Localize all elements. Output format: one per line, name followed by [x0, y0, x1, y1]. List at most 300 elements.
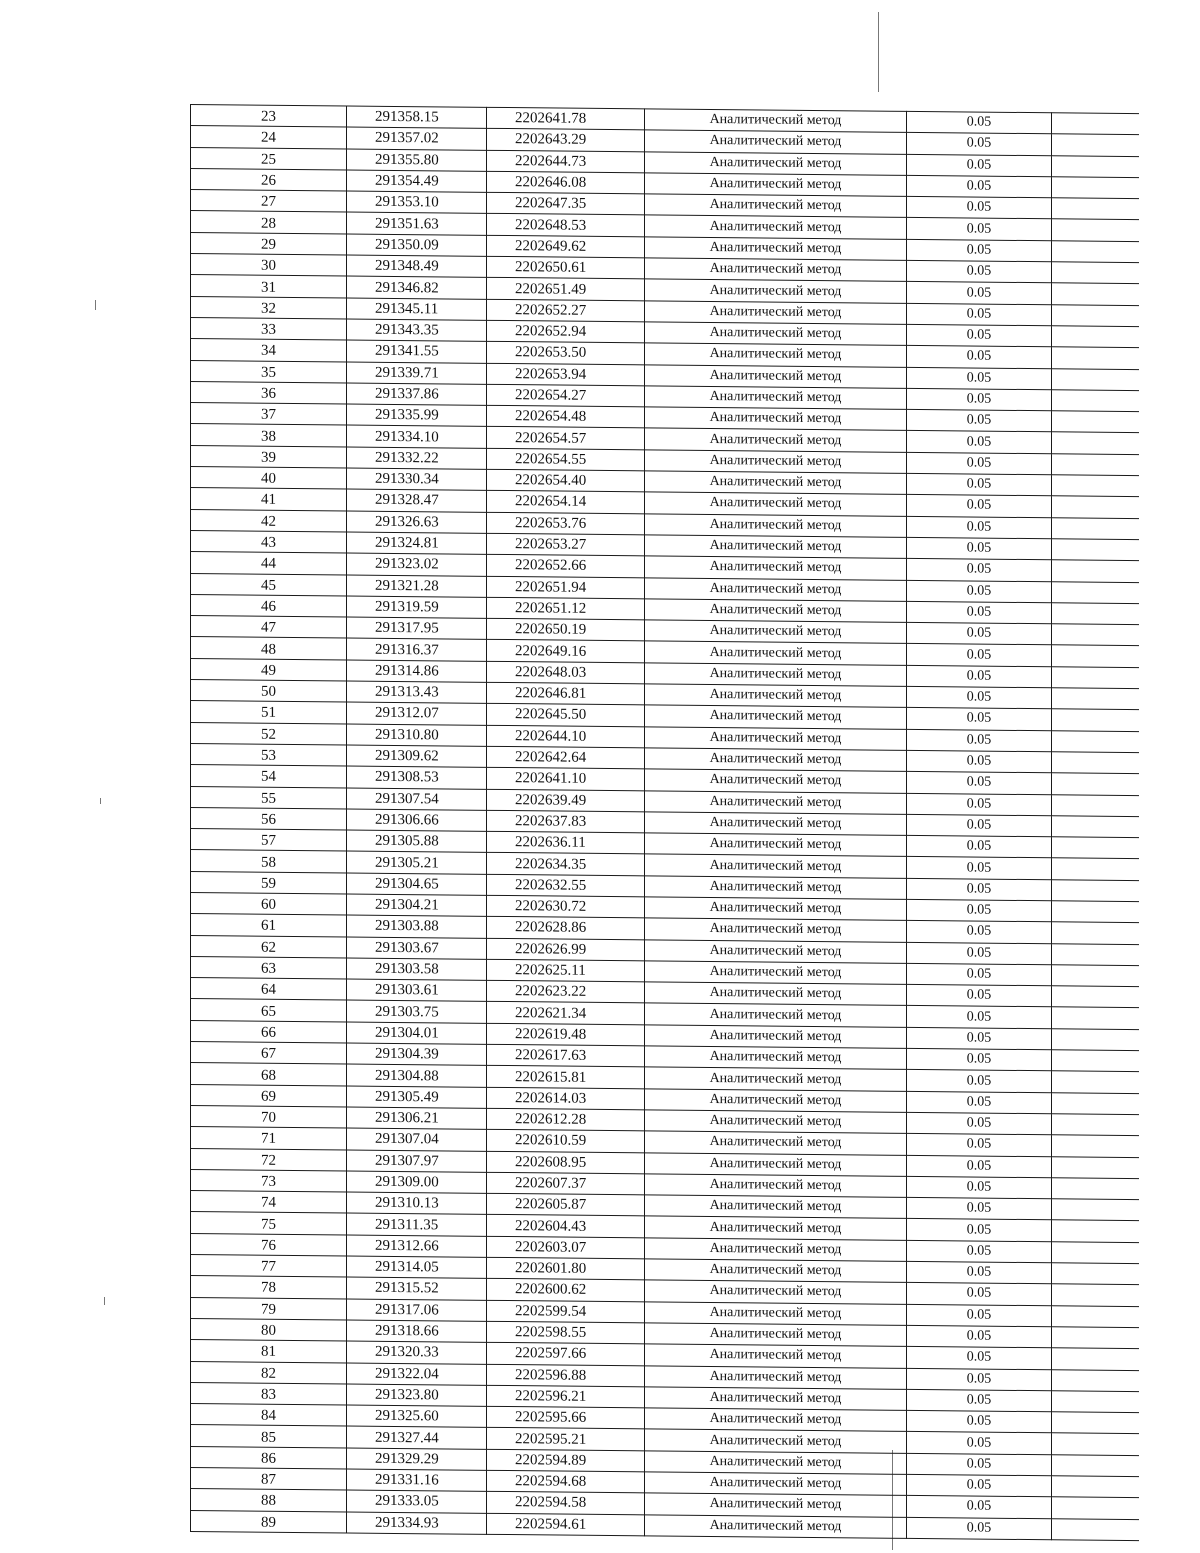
point-number-cell: 40	[191, 467, 347, 490]
method-cell: Аналитический метод	[645, 1195, 907, 1219]
x-coordinate-cell: 291315.52	[347, 1277, 487, 1300]
point-number-cell: 52	[191, 722, 347, 745]
y-coordinate-cell: 2202614.03	[487, 1087, 645, 1110]
point-number-cell: 43	[191, 530, 347, 553]
method-cell: Аналитический метод	[645, 471, 907, 495]
point-number-cell: 68	[191, 1063, 347, 1086]
method-cell: Аналитический метод	[645, 492, 907, 516]
accuracy-cell: 0.05	[907, 218, 1052, 241]
accuracy-cell: 0.05	[907, 921, 1052, 944]
y-coordinate-cell: 2202653.94	[487, 363, 645, 386]
accuracy-cell: 0.05	[907, 154, 1052, 177]
point-number-cell: 44	[191, 552, 347, 575]
accuracy-cell: 0.05	[907, 835, 1052, 858]
x-coordinate-cell: 291308.53	[347, 766, 487, 789]
method-cell: Аналитический метод	[645, 1174, 907, 1198]
x-coordinate-cell: 291307.54	[347, 788, 487, 811]
method-cell: Аналитический метод	[645, 1408, 907, 1432]
x-coordinate-cell: 291322.04	[347, 1363, 487, 1386]
empty-cell	[1052, 539, 1139, 561]
point-number-cell: 33	[191, 317, 347, 340]
accuracy-cell: 0.05	[907, 644, 1052, 667]
y-coordinate-cell: 2202607.37	[487, 1172, 645, 1195]
x-coordinate-cell: 291353.10	[347, 191, 487, 214]
x-coordinate-cell: 291309.62	[347, 745, 487, 768]
empty-cell	[1052, 475, 1139, 497]
accuracy-cell: 0.05	[907, 1325, 1052, 1348]
empty-cell	[1052, 560, 1139, 582]
method-cell: Аналитический метод	[645, 450, 907, 474]
accuracy-cell: 0.05	[907, 1027, 1052, 1050]
y-coordinate-cell: 2202599.54	[487, 1300, 645, 1323]
x-coordinate-cell: 291312.07	[347, 702, 487, 725]
point-number-cell: 81	[191, 1340, 347, 1363]
method-cell: Аналитический метод	[645, 1323, 907, 1347]
point-number-cell: 53	[191, 743, 347, 766]
x-coordinate-cell: 291305.21	[347, 851, 487, 874]
accuracy-cell: 0.05	[907, 1240, 1052, 1263]
empty-cell	[1052, 1518, 1139, 1540]
method-cell: Аналитический метод	[645, 1110, 907, 1134]
y-coordinate-cell: 2202642.64	[487, 746, 645, 769]
accuracy-cell: 0.05	[907, 1517, 1052, 1540]
x-coordinate-cell: 291305.49	[347, 1086, 487, 1109]
accuracy-cell: 0.05	[907, 772, 1052, 795]
accuracy-cell: 0.05	[907, 452, 1052, 475]
x-coordinate-cell: 291307.04	[347, 1128, 487, 1151]
empty-cell	[1052, 517, 1139, 539]
scan-mark	[878, 12, 879, 92]
x-coordinate-cell: 291309.00	[347, 1171, 487, 1194]
point-number-cell: 42	[191, 509, 347, 532]
point-number-cell: 70	[191, 1105, 347, 1128]
x-coordinate-cell: 291346.82	[347, 276, 487, 299]
point-number-cell: 78	[191, 1276, 347, 1299]
method-cell: Аналитический метод	[645, 1259, 907, 1283]
empty-cell	[1052, 262, 1139, 284]
method-cell: Аналитический метод	[645, 1387, 907, 1411]
y-coordinate-cell: 2202612.28	[487, 1108, 645, 1131]
y-coordinate-cell: 2202615.81	[487, 1066, 645, 1089]
y-coordinate-cell: 2202646.08	[487, 171, 645, 194]
empty-cell	[1052, 454, 1139, 476]
point-number-cell: 24	[191, 126, 347, 149]
y-coordinate-cell: 2202595.21	[487, 1428, 645, 1451]
empty-cell	[1052, 1454, 1139, 1476]
point-number-cell: 62	[191, 935, 347, 958]
accuracy-cell: 0.05	[907, 260, 1052, 283]
empty-cell	[1052, 1178, 1139, 1200]
method-cell: Аналитический метод	[645, 130, 907, 154]
point-number-cell: 26	[191, 168, 347, 191]
method-cell: Аналитический метод	[645, 1365, 907, 1389]
method-cell: Аналитический метод	[645, 790, 907, 814]
empty-cell	[1052, 1050, 1139, 1072]
y-coordinate-cell: 2202632.55	[487, 874, 645, 897]
method-cell: Аналитический метод	[645, 982, 907, 1006]
x-coordinate-cell: 291310.80	[347, 724, 487, 747]
point-number-cell: 35	[191, 360, 347, 383]
point-number-cell: 51	[191, 701, 347, 724]
point-number-cell: 74	[191, 1191, 347, 1214]
x-coordinate-cell: 291348.49	[347, 255, 487, 278]
accuracy-cell: 0.05	[907, 133, 1052, 156]
method-cell: Аналитический метод	[645, 386, 907, 410]
accuracy-cell: 0.05	[907, 1496, 1052, 1519]
point-number-cell: 23	[191, 105, 347, 128]
empty-cell	[1052, 922, 1139, 944]
accuracy-cell: 0.05	[907, 878, 1052, 901]
y-coordinate-cell: 2202608.95	[487, 1151, 645, 1174]
empty-cell	[1052, 943, 1139, 965]
point-number-cell: 64	[191, 978, 347, 1001]
x-coordinate-cell: 291325.60	[347, 1405, 487, 1428]
method-cell: Аналитический метод	[645, 1025, 907, 1049]
accuracy-cell: 0.05	[907, 388, 1052, 411]
x-coordinate-cell: 291354.49	[347, 170, 487, 193]
x-coordinate-cell: 291318.66	[347, 1320, 487, 1343]
empty-cell	[1052, 1412, 1139, 1434]
x-coordinate-cell: 291341.55	[347, 340, 487, 363]
y-coordinate-cell: 2202637.83	[487, 810, 645, 833]
empty-cell	[1052, 113, 1139, 135]
x-coordinate-cell: 291321.28	[347, 575, 487, 598]
x-coordinate-cell: 291355.80	[347, 149, 487, 172]
x-coordinate-cell: 291304.88	[347, 1064, 487, 1087]
x-coordinate-cell: 291304.65	[347, 873, 487, 896]
empty-cell	[1052, 1199, 1139, 1221]
y-coordinate-cell: 2202626.99	[487, 938, 645, 961]
y-coordinate-cell: 2202651.12	[487, 597, 645, 620]
point-number-cell: 54	[191, 765, 347, 788]
point-number-cell: 29	[191, 232, 347, 255]
point-number-cell: 86	[191, 1446, 347, 1469]
accuracy-cell: 0.05	[907, 793, 1052, 816]
accuracy-cell: 0.05	[907, 942, 1052, 965]
x-coordinate-cell: 291303.67	[347, 937, 487, 960]
empty-cell	[1052, 1029, 1139, 1051]
method-cell: Аналитический метод	[645, 1216, 907, 1240]
method-cell: Аналитический метод	[645, 726, 907, 750]
x-coordinate-cell: 291327.44	[347, 1426, 487, 1449]
y-coordinate-cell: 2202604.43	[487, 1215, 645, 1238]
point-number-cell: 30	[191, 254, 347, 277]
empty-cell	[1052, 1242, 1139, 1264]
point-number-cell: 57	[191, 829, 347, 852]
x-coordinate-cell: 291345.11	[347, 298, 487, 321]
x-coordinate-cell: 291331.16	[347, 1469, 487, 1492]
y-coordinate-cell: 2202649.16	[487, 640, 645, 663]
accuracy-cell: 0.05	[907, 708, 1052, 731]
empty-cell	[1052, 134, 1139, 156]
point-number-cell: 72	[191, 1148, 347, 1171]
accuracy-cell: 0.05	[907, 1091, 1052, 1114]
method-cell: Аналитический метод	[645, 1429, 907, 1453]
point-number-cell: 76	[191, 1233, 347, 1256]
method-cell: Аналитический метод	[645, 620, 907, 644]
empty-cell	[1052, 1114, 1139, 1136]
accuracy-cell: 0.05	[907, 410, 1052, 433]
x-coordinate-cell: 291339.71	[347, 362, 487, 385]
accuracy-cell: 0.05	[907, 1453, 1052, 1476]
y-coordinate-cell: 2202630.72	[487, 895, 645, 918]
method-cell: Аналитический метод	[645, 1493, 907, 1517]
accuracy-cell: 0.05	[907, 197, 1052, 220]
accuracy-cell: 0.05	[907, 111, 1052, 134]
x-coordinate-cell: 291303.61	[347, 979, 487, 1002]
accuracy-cell: 0.05	[907, 985, 1052, 1008]
y-coordinate-cell: 2202594.89	[487, 1449, 645, 1472]
point-number-cell: 84	[191, 1404, 347, 1427]
empty-cell	[1052, 645, 1139, 667]
empty-cell	[1052, 283, 1139, 305]
x-coordinate-cell: 291326.63	[347, 511, 487, 534]
x-coordinate-cell: 291303.75	[347, 1000, 487, 1023]
accuracy-cell: 0.05	[907, 175, 1052, 198]
method-cell: Аналитический метод	[645, 748, 907, 772]
method-cell: Аналитический метод	[645, 577, 907, 601]
empty-cell	[1052, 1263, 1139, 1285]
x-coordinate-cell: 291317.06	[347, 1299, 487, 1322]
coordinates-table	[190, 104, 1139, 1541]
accuracy-cell: 0.05	[907, 1198, 1052, 1221]
point-number-cell: 47	[191, 616, 347, 639]
y-coordinate-cell: 2202652.66	[487, 555, 645, 578]
y-coordinate-cell: 2202628.86	[487, 917, 645, 940]
accuracy-cell: 0.05	[907, 303, 1052, 326]
x-coordinate-cell: 291350.09	[347, 234, 487, 257]
y-coordinate-cell: 2202603.07	[487, 1236, 645, 1259]
y-coordinate-cell: 2202650.19	[487, 618, 645, 641]
accuracy-cell: 0.05	[907, 601, 1052, 624]
accuracy-cell: 0.05	[907, 1389, 1052, 1412]
method-cell: Аналитический метод	[645, 428, 907, 452]
method-cell: Аналитический метод	[645, 343, 907, 367]
point-number-cell: 48	[191, 637, 347, 660]
method-cell: Аналитический метод	[645, 663, 907, 687]
accuracy-cell: 0.05	[907, 1112, 1052, 1135]
y-coordinate-cell: 2202649.62	[487, 235, 645, 258]
x-coordinate-cell: 291311.35	[347, 1213, 487, 1236]
y-coordinate-cell: 2202636.11	[487, 831, 645, 854]
point-number-cell: 50	[191, 680, 347, 703]
method-cell: Аналитический метод	[645, 1472, 907, 1496]
y-coordinate-cell: 2202643.29	[487, 129, 645, 152]
y-coordinate-cell: 2202654.48	[487, 406, 645, 429]
method-cell: Аналитический метод	[645, 258, 907, 282]
point-number-cell: 31	[191, 275, 347, 298]
method-cell: Аналитический метод	[645, 109, 907, 133]
x-coordinate-cell: 291334.10	[347, 425, 487, 448]
method-cell: Аналитический метод	[645, 918, 907, 942]
x-coordinate-cell: 291323.80	[347, 1384, 487, 1407]
x-coordinate-cell: 291330.34	[347, 468, 487, 491]
empty-cell	[1052, 1071, 1139, 1093]
accuracy-cell: 0.05	[907, 1347, 1052, 1370]
x-coordinate-cell: 291304.21	[347, 894, 487, 917]
empty-cell	[1052, 1497, 1139, 1519]
y-coordinate-cell: 2202644.10	[487, 725, 645, 748]
method-cell: Аналитический метод	[645, 961, 907, 985]
method-cell: Аналитический метод	[645, 556, 907, 580]
point-number-cell: 65	[191, 999, 347, 1022]
empty-cell	[1052, 347, 1139, 369]
method-cell: Аналитический метод	[645, 514, 907, 538]
y-coordinate-cell: 2202625.11	[487, 959, 645, 982]
point-number-cell: 32	[191, 296, 347, 319]
empty-cell	[1052, 1327, 1139, 1349]
empty-cell	[1052, 603, 1139, 625]
accuracy-cell: 0.05	[907, 559, 1052, 582]
x-coordinate-cell: 291306.66	[347, 809, 487, 832]
point-number-cell: 39	[191, 445, 347, 468]
accuracy-cell: 0.05	[907, 857, 1052, 880]
method-cell: Аналитический метод	[645, 1280, 907, 1304]
accuracy-cell: 0.05	[907, 367, 1052, 390]
method-cell: Аналитический метод	[645, 407, 907, 431]
method-cell: Аналитический метод	[645, 1451, 907, 1475]
y-coordinate-cell: 2202641.78	[487, 107, 645, 130]
point-number-cell: 85	[191, 1425, 347, 1448]
accuracy-cell: 0.05	[907, 1410, 1052, 1433]
accuracy-cell: 0.05	[907, 346, 1052, 369]
y-coordinate-cell: 2202644.73	[487, 150, 645, 173]
accuracy-cell: 0.05	[907, 1219, 1052, 1242]
y-coordinate-cell: 2202654.40	[487, 469, 645, 492]
empty-cell	[1052, 390, 1139, 412]
y-coordinate-cell: 2202654.14	[487, 491, 645, 514]
method-cell: Аналитический метод	[645, 1046, 907, 1070]
accuracy-cell: 0.05	[907, 686, 1052, 709]
y-coordinate-cell: 2202654.27	[487, 384, 645, 407]
method-cell: Аналитический метод	[645, 535, 907, 559]
point-number-cell: 63	[191, 956, 347, 979]
y-coordinate-cell: 2202621.34	[487, 1002, 645, 1025]
x-coordinate-cell: 291335.99	[347, 404, 487, 427]
empty-cell	[1052, 730, 1139, 752]
accuracy-cell: 0.05	[907, 239, 1052, 262]
empty-cell	[1052, 858, 1139, 880]
x-coordinate-cell: 291312.66	[347, 1235, 487, 1258]
y-coordinate-cell: 2202605.87	[487, 1193, 645, 1216]
x-coordinate-cell: 291334.93	[347, 1512, 487, 1535]
method-cell: Аналитический метод	[645, 301, 907, 325]
y-coordinate-cell: 2202654.57	[487, 427, 645, 450]
accuracy-cell: 0.05	[907, 814, 1052, 837]
point-number-cell: 61	[191, 914, 347, 937]
y-coordinate-cell: 2202610.59	[487, 1130, 645, 1153]
accuracy-cell: 0.05	[907, 282, 1052, 305]
point-number-cell: 58	[191, 850, 347, 873]
empty-cell	[1052, 496, 1139, 518]
y-coordinate-cell: 2202600.62	[487, 1279, 645, 1302]
empty-cell	[1052, 177, 1139, 199]
method-cell: Аналитический метод	[645, 1067, 907, 1091]
y-coordinate-cell: 2202617.63	[487, 1044, 645, 1067]
empty-cell	[1052, 1220, 1139, 1242]
y-coordinate-cell: 2202647.35	[487, 193, 645, 216]
x-coordinate-cell: 291317.95	[347, 617, 487, 640]
x-coordinate-cell: 291306.21	[347, 1107, 487, 1130]
empty-cell	[1052, 901, 1139, 923]
y-coordinate-cell: 2202653.27	[487, 533, 645, 556]
x-coordinate-cell: 291328.47	[347, 489, 487, 512]
x-coordinate-cell: 291305.88	[347, 830, 487, 853]
y-coordinate-cell: 2202594.58	[487, 1492, 645, 1515]
y-coordinate-cell: 2202598.55	[487, 1321, 645, 1344]
method-cell: Аналитический метод	[645, 1089, 907, 1113]
empty-cell	[1052, 241, 1139, 263]
method-cell: Аналитический метод	[645, 1152, 907, 1176]
accuracy-cell: 0.05	[907, 537, 1052, 560]
scan-mark	[104, 1297, 105, 1305]
method-cell: Аналитический метод	[645, 833, 907, 857]
method-cell: Аналитический метод	[645, 1131, 907, 1155]
accuracy-cell: 0.05	[907, 963, 1052, 986]
y-coordinate-cell: 2202594.68	[487, 1470, 645, 1493]
accuracy-cell: 0.05	[907, 729, 1052, 752]
x-coordinate-cell: 291303.88	[347, 915, 487, 938]
point-number-cell: 88	[191, 1489, 347, 1512]
empty-cell	[1052, 1391, 1139, 1413]
empty-cell	[1052, 1007, 1139, 1029]
x-coordinate-cell: 291307.97	[347, 1150, 487, 1173]
point-number-cell: 28	[191, 211, 347, 234]
method-cell: Аналитический метод	[645, 173, 907, 197]
x-coordinate-cell: 291314.86	[347, 660, 487, 683]
empty-cell	[1052, 1433, 1139, 1455]
x-coordinate-cell: 291323.02	[347, 553, 487, 576]
x-coordinate-cell: 291319.59	[347, 596, 487, 619]
empty-cell	[1052, 624, 1139, 646]
accuracy-cell: 0.05	[907, 623, 1052, 646]
x-coordinate-cell: 291313.43	[347, 681, 487, 704]
y-coordinate-cell: 2202652.27	[487, 299, 645, 322]
accuracy-cell: 0.05	[907, 1304, 1052, 1327]
method-cell: Аналитический метод	[645, 939, 907, 963]
empty-cell	[1052, 1092, 1139, 1114]
table-body	[191, 105, 1139, 1541]
y-coordinate-cell: 2202651.94	[487, 576, 645, 599]
empty-cell	[1052, 688, 1139, 710]
y-coordinate-cell: 2202646.81	[487, 682, 645, 705]
accuracy-cell: 0.05	[907, 1048, 1052, 1071]
x-coordinate-cell: 291324.81	[347, 532, 487, 555]
y-coordinate-cell: 2202596.88	[487, 1364, 645, 1387]
accuracy-cell: 0.05	[907, 1368, 1052, 1391]
empty-cell	[1052, 155, 1139, 177]
point-number-cell: 34	[191, 339, 347, 362]
empty-cell	[1052, 773, 1139, 795]
accuracy-cell: 0.05	[907, 580, 1052, 603]
method-cell: Аналитический метод	[645, 1344, 907, 1368]
point-number-cell: 69	[191, 1084, 347, 1107]
point-number-cell: 37	[191, 403, 347, 426]
method-cell: Аналитический метод	[645, 876, 907, 900]
accuracy-cell: 0.05	[907, 516, 1052, 539]
point-number-cell: 73	[191, 1169, 347, 1192]
point-number-cell: 36	[191, 381, 347, 404]
accuracy-cell: 0.05	[907, 1155, 1052, 1178]
method-cell: Аналитический метод	[645, 279, 907, 303]
y-coordinate-cell: 2202601.80	[487, 1257, 645, 1280]
empty-cell	[1052, 816, 1139, 838]
empty-cell	[1052, 1135, 1139, 1157]
point-number-cell: 89	[191, 1510, 347, 1533]
point-number-cell: 38	[191, 424, 347, 447]
accuracy-cell: 0.05	[907, 1474, 1052, 1497]
y-coordinate-cell: 2202634.35	[487, 853, 645, 876]
